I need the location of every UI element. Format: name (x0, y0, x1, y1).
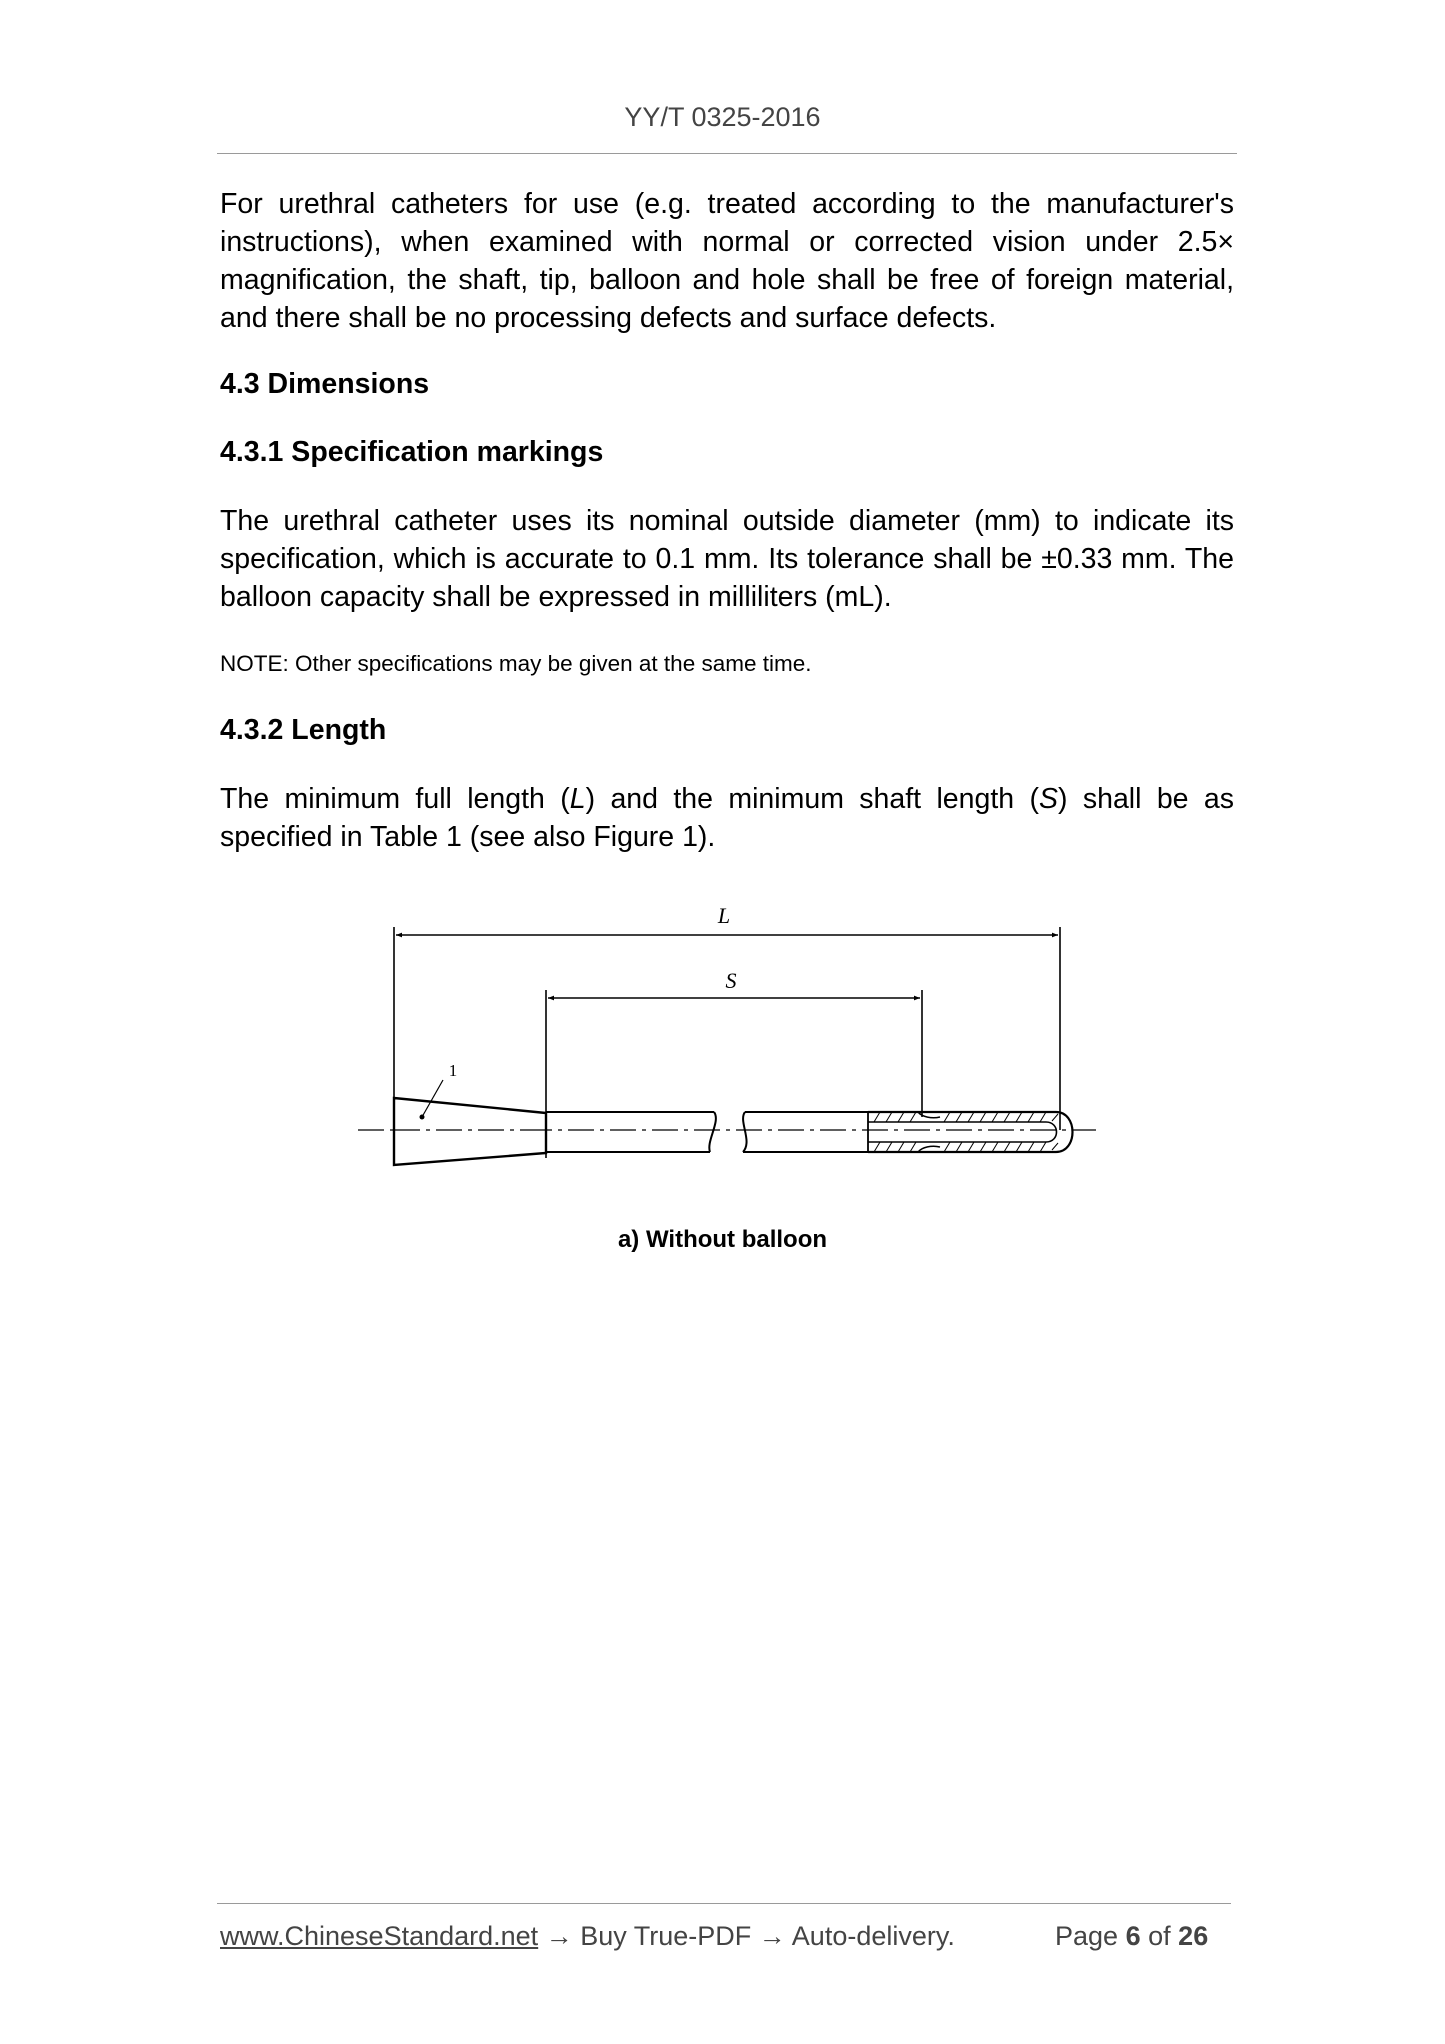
length-paragraph: The minimum full length (L) and the minimum shaft length (S) shall be as specified in Table 1 (see also Figure 1). (220, 783, 1234, 853)
arrow-icon: → (758, 1921, 786, 1951)
section-heading-dimensions: 4.3 Dimensions (220, 368, 430, 400)
section-heading-specification-markings: 4.3.1 Specification markings (220, 436, 604, 468)
specification-paragraph: The urethral catheter uses its nominal outside diameter (mm) to indicate its specification, which is accurate to 0.1 mm. Its tolerance shall be ±0.33 mm. The balloon capacity shall be expressed in milliliters (mL). (220, 505, 1234, 613)
footer-left (220, 1921, 955, 1952)
intro-paragraph: For urethral catheters for use (e.g. treated according to the manufacturer's instructions), when examined with normal or corrected vision under 2.5× magnification, the shaft, tip, balloon and hole shall be free of foreign material, and there shall be no processing defects and surface defects. (220, 188, 1234, 334)
current-page: 6 (1125, 1921, 1141, 1951)
footer-rule (217, 1903, 1231, 1904)
document-id-header: YY/T 0325-2016 (624, 102, 821, 132)
page-indicator: Page 6 of 26 (1055, 1921, 1209, 1951)
total-pages: 26 (1178, 1921, 1209, 1951)
catheter-tip (868, 1112, 1073, 1152)
header-rule (217, 153, 1237, 154)
label-L: L (717, 903, 731, 928)
chinesestandard-link[interactable]: www.ChineseStandard.net (220, 1921, 539, 1951)
callout-1: 1 (448, 1061, 458, 1080)
delivery-text: Auto-delivery. (791, 1921, 955, 1951)
section-heading-length: 4.3.2 Length (220, 714, 387, 746)
note-text: NOTE: Other specifications may be given at the same time. (220, 651, 812, 676)
label-S: S (725, 968, 737, 993)
buy-text: Buy True-PDF (580, 1921, 752, 1951)
dimension-S (546, 990, 922, 1158)
catheter-figure (340, 895, 1120, 1185)
arrow-icon: → (545, 1921, 573, 1951)
symbol-L: L (569, 783, 586, 815)
figure-caption: a) Without balloon (617, 1226, 828, 1253)
shaft-right-segment (743, 1112, 868, 1152)
shaft-left-segment (546, 1112, 716, 1152)
symbol-S: S (1038, 783, 1058, 815)
wall-hatching (874, 1112, 1058, 1152)
funnel (394, 1098, 546, 1165)
